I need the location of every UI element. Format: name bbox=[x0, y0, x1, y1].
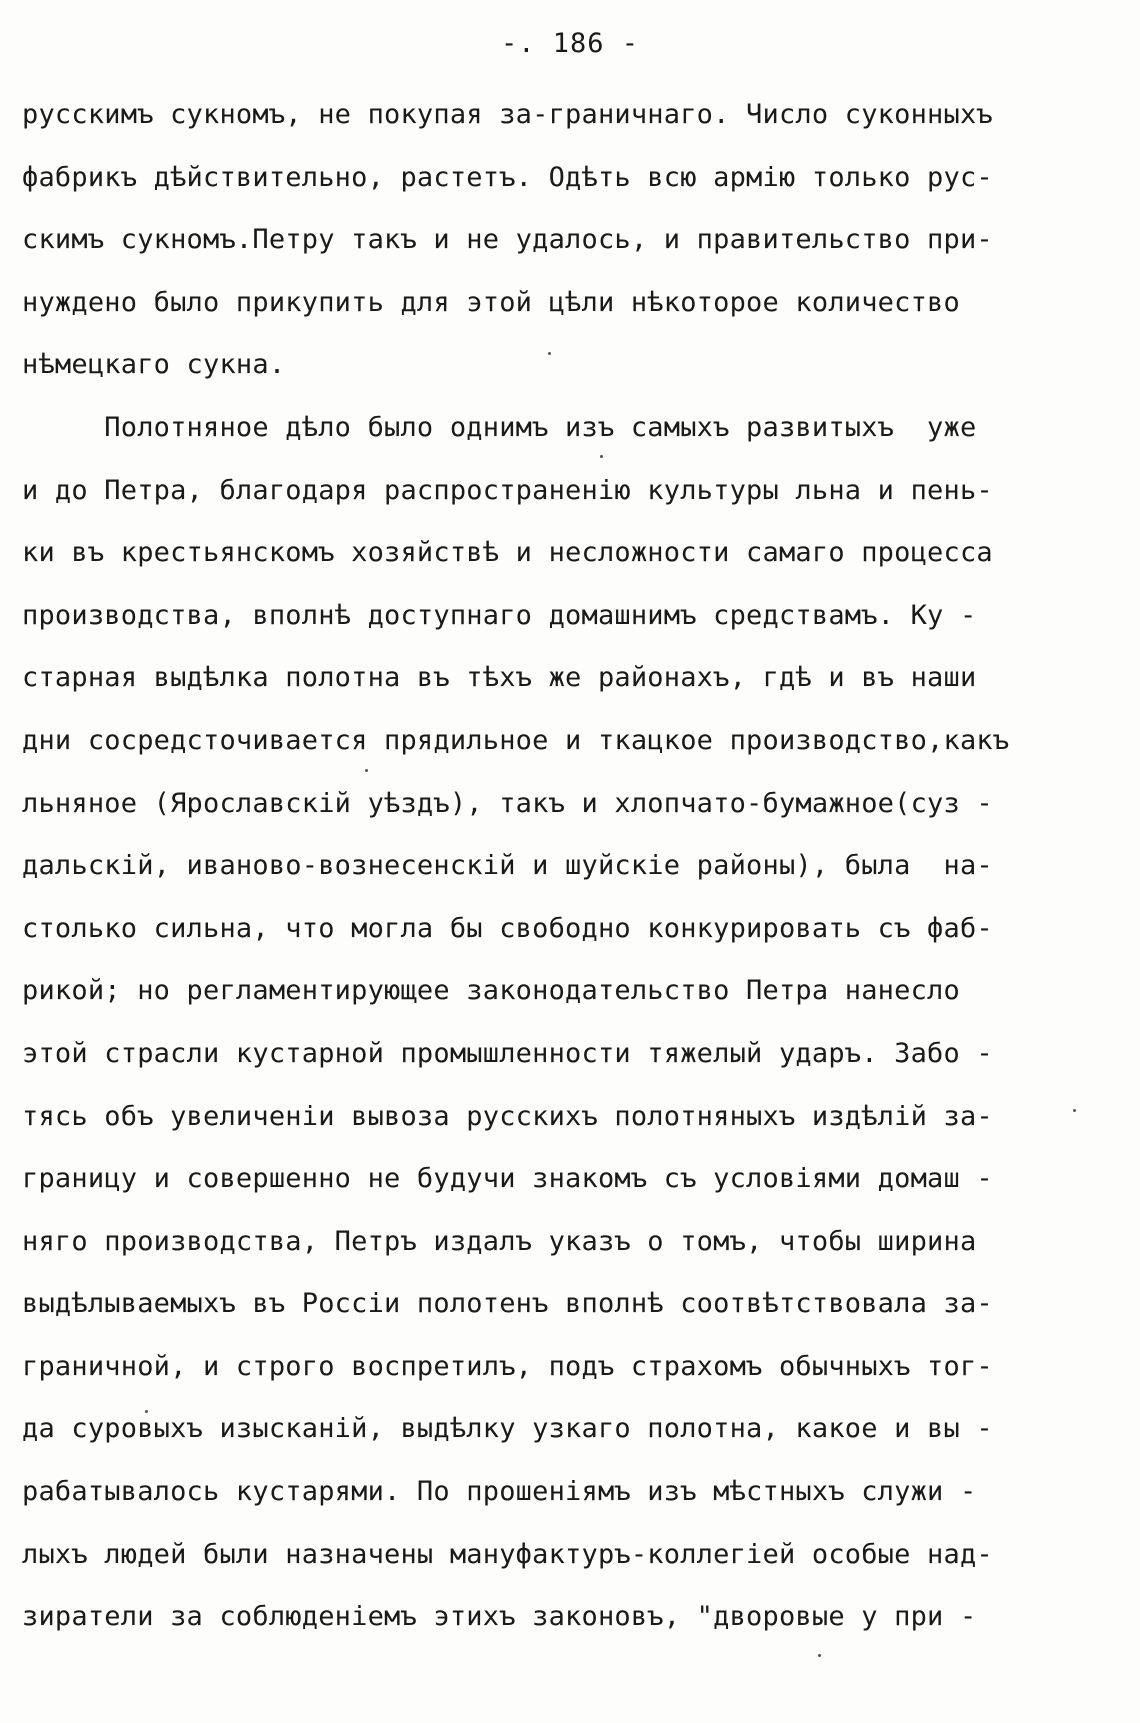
text-line: тясь объ увеличеніи вывоза русскихъ полотняныхъ издѣлій за- bbox=[22, 1100, 993, 1132]
scan-speck bbox=[600, 455, 603, 458]
text-line: ки въ крестьянскомъ хозяйствѣ и несложности самаго процесса bbox=[22, 537, 993, 569]
text-line: да суровыхъ изысканій, выдѣлку узкаго полотна, какое и вы - bbox=[22, 1413, 993, 1445]
scan-speck bbox=[548, 352, 551, 355]
text-line: выдѣлываемыхъ въ Россіи полотенъ вполнѣ соотвѣтствовала за- bbox=[22, 1288, 993, 1320]
text-line: граничной, и строго воспретилъ, подъ страхомъ обычныхъ тог- bbox=[22, 1350, 993, 1382]
scan-speck bbox=[818, 1654, 821, 1657]
scan-speck bbox=[145, 1410, 148, 1413]
text-line: границу и совершенно не будучи знакомъ съ условіями домаш - bbox=[22, 1163, 993, 1195]
text-line: скимъ сукномъ.Петру такъ и не удалось, и правительство при- bbox=[22, 224, 993, 256]
text-line: рабатывалось кустарями. По прошеніямъ изъ мѣстныхъ служи - bbox=[22, 1476, 977, 1508]
text-line: нуждено было прикупить для этой цѣли нѣкоторое количество bbox=[22, 286, 960, 318]
text-line: льняное (Ярославскій уѣздъ), такъ и хлопчато-бумажное(суз - bbox=[22, 787, 993, 819]
text-line: и до Петра, благодаря распространенію культуры льна и пень- bbox=[22, 474, 993, 506]
paragraph-2 bbox=[22, 397, 1122, 1649]
text-line: дальскій, иваново-вознесенскій и шуйскіе районы), была на- bbox=[22, 850, 993, 882]
text-line: зиратели за соблюденіемъ этихъ законовъ, "дворовые у при - bbox=[22, 1601, 977, 1633]
text-line: нѣмецкаго сукна. bbox=[22, 349, 286, 381]
text-line: старная выдѣлка полотна въ тѣхъ же районахъ, гдѣ и въ наши bbox=[22, 662, 977, 694]
text-line: производства, вполнѣ доступнаго домашнимъ средствамъ. Ку - bbox=[22, 599, 977, 631]
text-line: Полотняное дѣло было однимъ изъ самыхъ развитыхъ уже bbox=[22, 411, 977, 443]
text-line: няго производства, Петръ издалъ указъ о томъ, чтобы ширина bbox=[22, 1225, 977, 1257]
text-line: рикой; но регламентирующее законодательство Петра нанесло bbox=[22, 975, 960, 1007]
text-line: этой страсли кустарной промышленности тяжелый ударъ. Забо - bbox=[22, 1037, 993, 1069]
text-line: дни сосредсточивается прядильное и ткацкое производство,какъ bbox=[22, 724, 1010, 756]
scan-speck bbox=[1073, 1109, 1076, 1112]
scan-speck bbox=[365, 769, 368, 772]
text-line: лыхъ людей были назначены мануфактуръ-коллегіей особые над- bbox=[22, 1538, 993, 1570]
page-number: -. 186 - bbox=[500, 28, 640, 59]
text-line: столько сильна, что могла бы свободно конкурировать съ фаб- bbox=[22, 912, 993, 944]
document-body bbox=[22, 84, 1122, 1649]
text-line: фабрикъ дѣйствительно, растетъ. Одѣть всю армію только рус- bbox=[22, 161, 993, 193]
text-line: русскимъ сукномъ, не покупая за-граничнаго. Число суконныхъ bbox=[22, 99, 993, 130]
paragraph-1 bbox=[22, 84, 1122, 397]
